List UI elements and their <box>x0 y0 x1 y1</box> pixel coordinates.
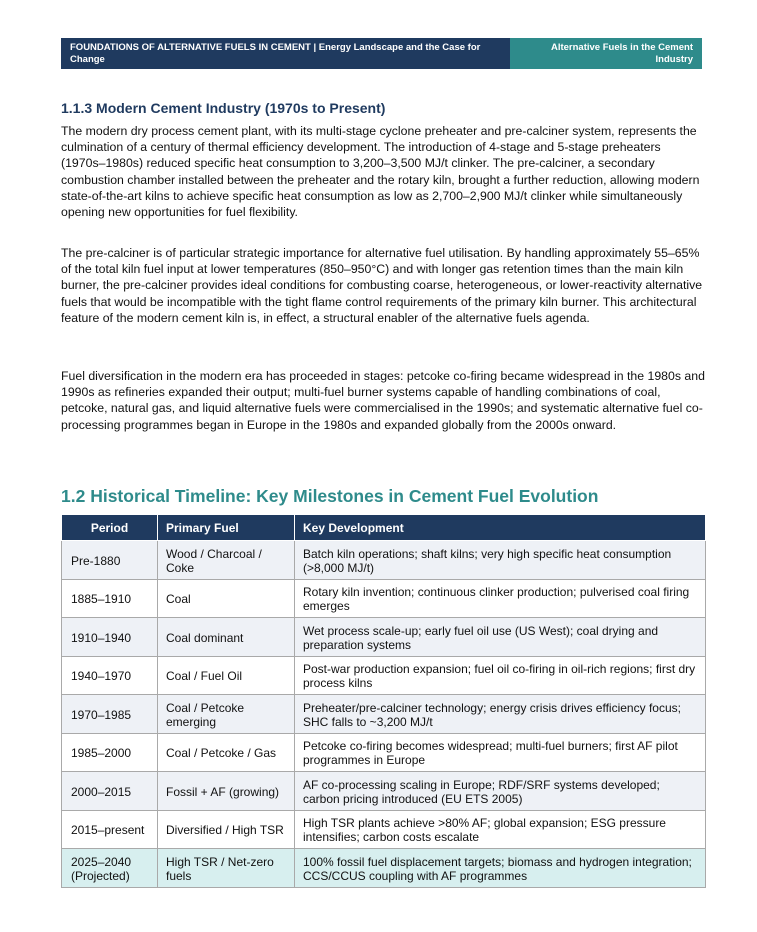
development-cell: High TSR plants achieve >80% AF; global expansion; ESG pressure intensifies; carbon costs escalate <box>295 810 706 849</box>
table-header-row <box>62 515 706 541</box>
table-row <box>62 618 706 657</box>
table-row <box>62 772 706 811</box>
timeline-table <box>61 515 706 888</box>
body-paragraph: The pre-calciner is of particular strategic importance for alternative fuel utilisation. By handling approximately 55–65% of the total kiln fuel input at lower temperatures (850–950°C) and with longer gas retention times than the main kiln burner, the pre-calciner provides ideal conditions for combusting coarse, heterogeneous, or lower-reactivity alternative fuels that would be incompatible with the tight flame control requirements of the primary kiln burner. This architectural feature of the modern cement kiln is, in effect, a structural enabler of the alternative fuels agenda. <box>61 246 703 325</box>
development-cell: Post-war production expansion; fuel oil co-firing in oil-rich regions; first dry process kilns <box>295 656 706 695</box>
period-cell: Pre-1880 <box>62 541 158 580</box>
header-document-title: FOUNDATIONS OF ALTERNATIVE FUELS IN CEMENT | Energy Landscape and the Case for Change <box>61 38 510 69</box>
fuel-cell: Coal / Petcoke emerging <box>158 695 295 734</box>
period-cell: 2015–present <box>62 810 158 849</box>
fuel-cell: Coal / Petcoke / Gas <box>158 733 295 772</box>
development-cell: Wet process scale-up; early fuel oil use (US West); coal drying and preparation systems <box>295 618 706 657</box>
fuel-cell: Coal dominant <box>158 618 295 657</box>
section-heading: 1.2 Historical Timeline: Key Milestones in Cement Fuel Evolution <box>61 486 599 506</box>
fuel-cell: Coal / Fuel Oil <box>158 656 295 695</box>
fuel-cell: Fossil + AF (growing) <box>158 772 295 811</box>
development-cell: Petcoke co-firing becomes widespread; multi-fuel burners; first AF pilot programmes in Europe <box>295 733 706 772</box>
fuel-cell: Wood / Charcoal / Coke <box>158 541 295 580</box>
body-paragraph: The modern dry process cement plant, with its multi-stage cyclone preheater and pre-calciner system, represents the culmination of a century of thermal efficiency development. The introduction of 4-stage and 5-stage preheaters (1970s–1980s) reduced specific heat consumption to 3,200–3,500 MJ/t clinker. The pre-calciner, a secondary combustion chamber installed between the preheater and the rotary kiln, brought a further reduction, allowing modern state-of-the-art kilns to achieve specific heat consumption as low as 2,700–2,900 MJ/t clinker while simultaneously opening new opportunities for fuel flexibility. <box>61 124 700 220</box>
period-cell: 1985–2000 <box>62 733 158 772</box>
table-row-projected <box>62 849 706 888</box>
development-cell: 100% fossil fuel displacement targets; biomass and hydrogen integration; CCS/CCUS coupling with AF programmes <box>295 849 706 888</box>
table-row <box>62 810 706 849</box>
column-header-primary-fuel: Primary Fuel <box>158 515 295 541</box>
subsection-heading: 1.1.3 Modern Cement Industry (1970s to Present) <box>61 100 386 116</box>
column-header-period: Period <box>62 515 158 541</box>
table-row <box>62 541 706 580</box>
table-row <box>62 579 706 618</box>
development-cell: Preheater/pre-calciner technology; energy crisis drives efficiency focus; SHC falls to ~3,200 MJ/t <box>295 695 706 734</box>
development-cell: AF co-processing scaling in Europe; RDF/SRF systems developed; carbon pricing introduced (EU ETS 2005) <box>295 772 706 811</box>
fuel-cell: Coal <box>158 579 295 618</box>
page-header <box>61 38 702 69</box>
period-cell: 2000–2015 <box>62 772 158 811</box>
table-row <box>62 695 706 734</box>
table-row <box>62 733 706 772</box>
table-row <box>62 656 706 695</box>
body-paragraph: Fuel diversification in the modern era has proceeded in stages: petcoke co-firing became widespread in the 1980s and 1990s as refineries expanded their output; multi-fuel burner systems capable of handling combinations of coal, petcoke, natural gas, and liquid alternative fuels were commercialised in the 1990s; and systematic alternative fuel co-processing programmes began in Europe in the 1980s and expanded globally from the 2000s onward. <box>61 369 705 432</box>
period-cell: 1910–1940 <box>62 618 158 657</box>
development-cell: Rotary kiln invention; continuous clinker production; pulverised coal firing emerges <box>295 579 706 618</box>
period-cell: 1885–1910 <box>62 579 158 618</box>
header-section-tag: Alternative Fuels in the Cement Industry <box>510 38 702 69</box>
period-cell: 2025–2040 (Projected) <box>62 849 158 888</box>
period-cell: 1940–1970 <box>62 656 158 695</box>
period-cell: 1970–1985 <box>62 695 158 734</box>
fuel-cell: High TSR / Net-zero fuels <box>158 849 295 888</box>
column-header-key-development: Key Development <box>295 515 706 541</box>
fuel-cell: Diversified / High TSR <box>158 810 295 849</box>
development-cell: Batch kiln operations; shaft kilns; very high specific heat consumption (>8,000 MJ/t) <box>295 541 706 580</box>
